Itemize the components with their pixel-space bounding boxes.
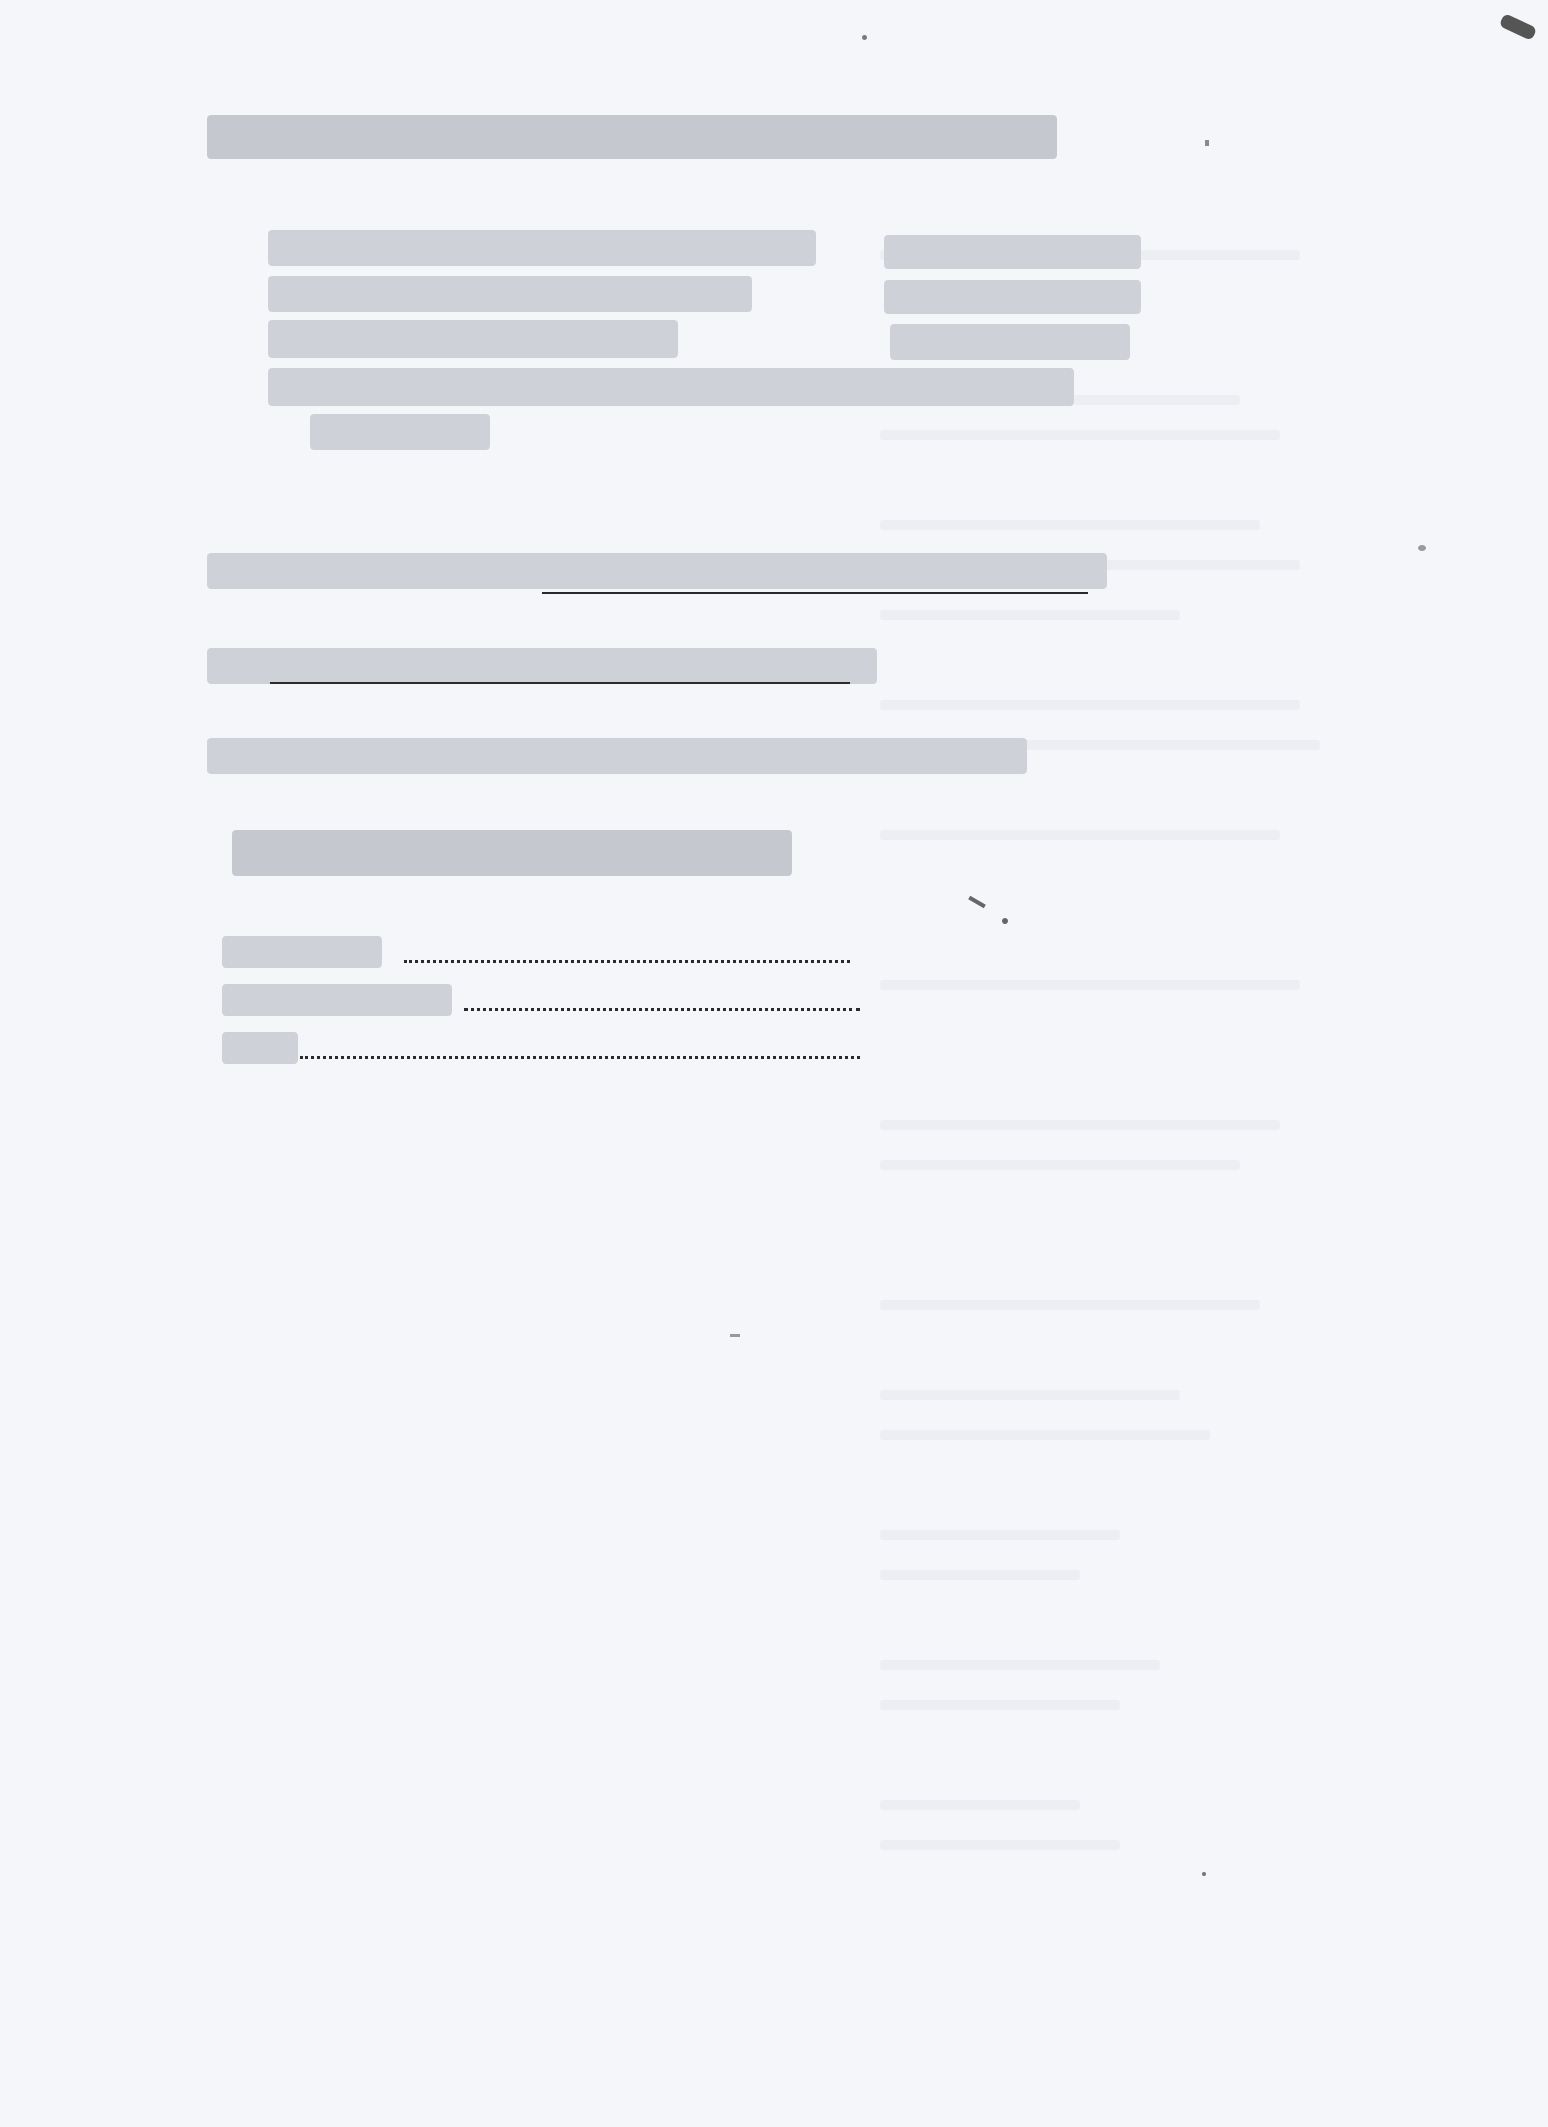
scan-speck <box>1205 140 1209 146</box>
agreement-statement <box>232 830 792 876</box>
item-13-list-item <box>890 324 1130 360</box>
bleed-through-mark <box>880 1700 1120 1710</box>
item-15-underline <box>270 682 850 684</box>
date-label <box>222 1032 298 1064</box>
item-13-list-item <box>884 235 1141 269</box>
bleed-through-mark <box>880 980 1300 990</box>
bleed-through-mark <box>880 610 1180 620</box>
bleed-through-mark <box>880 1390 1180 1400</box>
bleed-through-mark <box>880 430 1280 440</box>
item-13-list-item <box>884 280 1141 314</box>
bleed-through-mark <box>880 1800 1080 1810</box>
item-13-list-item <box>268 368 1074 406</box>
bleed-through-mark <box>880 1840 1120 1850</box>
scan-speck <box>1202 1872 1206 1876</box>
item-14-underline <box>542 592 1088 594</box>
bleed-through-mark <box>880 1570 1080 1580</box>
bleed-through-mark <box>880 830 1280 840</box>
item-13-list-item <box>268 230 816 266</box>
bleed-through-mark <box>880 1120 1280 1130</box>
bleed-through-mark <box>880 1160 1240 1170</box>
scan-speck <box>1418 545 1426 551</box>
scan-speck <box>1002 918 1008 924</box>
scan-speck <box>730 1334 740 1337</box>
student-signature-label <box>222 936 382 968</box>
item-16-text <box>207 738 1027 774</box>
item-13-list-item <box>268 276 752 312</box>
item-13-list-item <box>268 320 678 358</box>
student-signature-dots <box>404 960 850 963</box>
bleed-through-mark <box>880 1660 1160 1670</box>
bleed-through-mark <box>880 1430 1210 1440</box>
bleed-through-mark <box>880 1300 1260 1310</box>
bleed-through-mark <box>880 1530 1120 1540</box>
item-15-text <box>207 648 877 684</box>
item-13-heading <box>207 115 1057 159</box>
bleed-through-mark <box>880 700 1300 710</box>
scan-speck <box>1499 13 1538 41</box>
date-dots <box>300 1056 860 1059</box>
scan-speck <box>968 896 986 908</box>
guardian-signature-dots <box>464 1008 860 1011</box>
scan-speck <box>862 35 867 40</box>
bleed-through-mark <box>880 520 1260 530</box>
guardian-signature-label <box>222 984 452 1016</box>
item-14-text <box>207 553 1107 589</box>
item-13-list-item <box>310 414 490 450</box>
